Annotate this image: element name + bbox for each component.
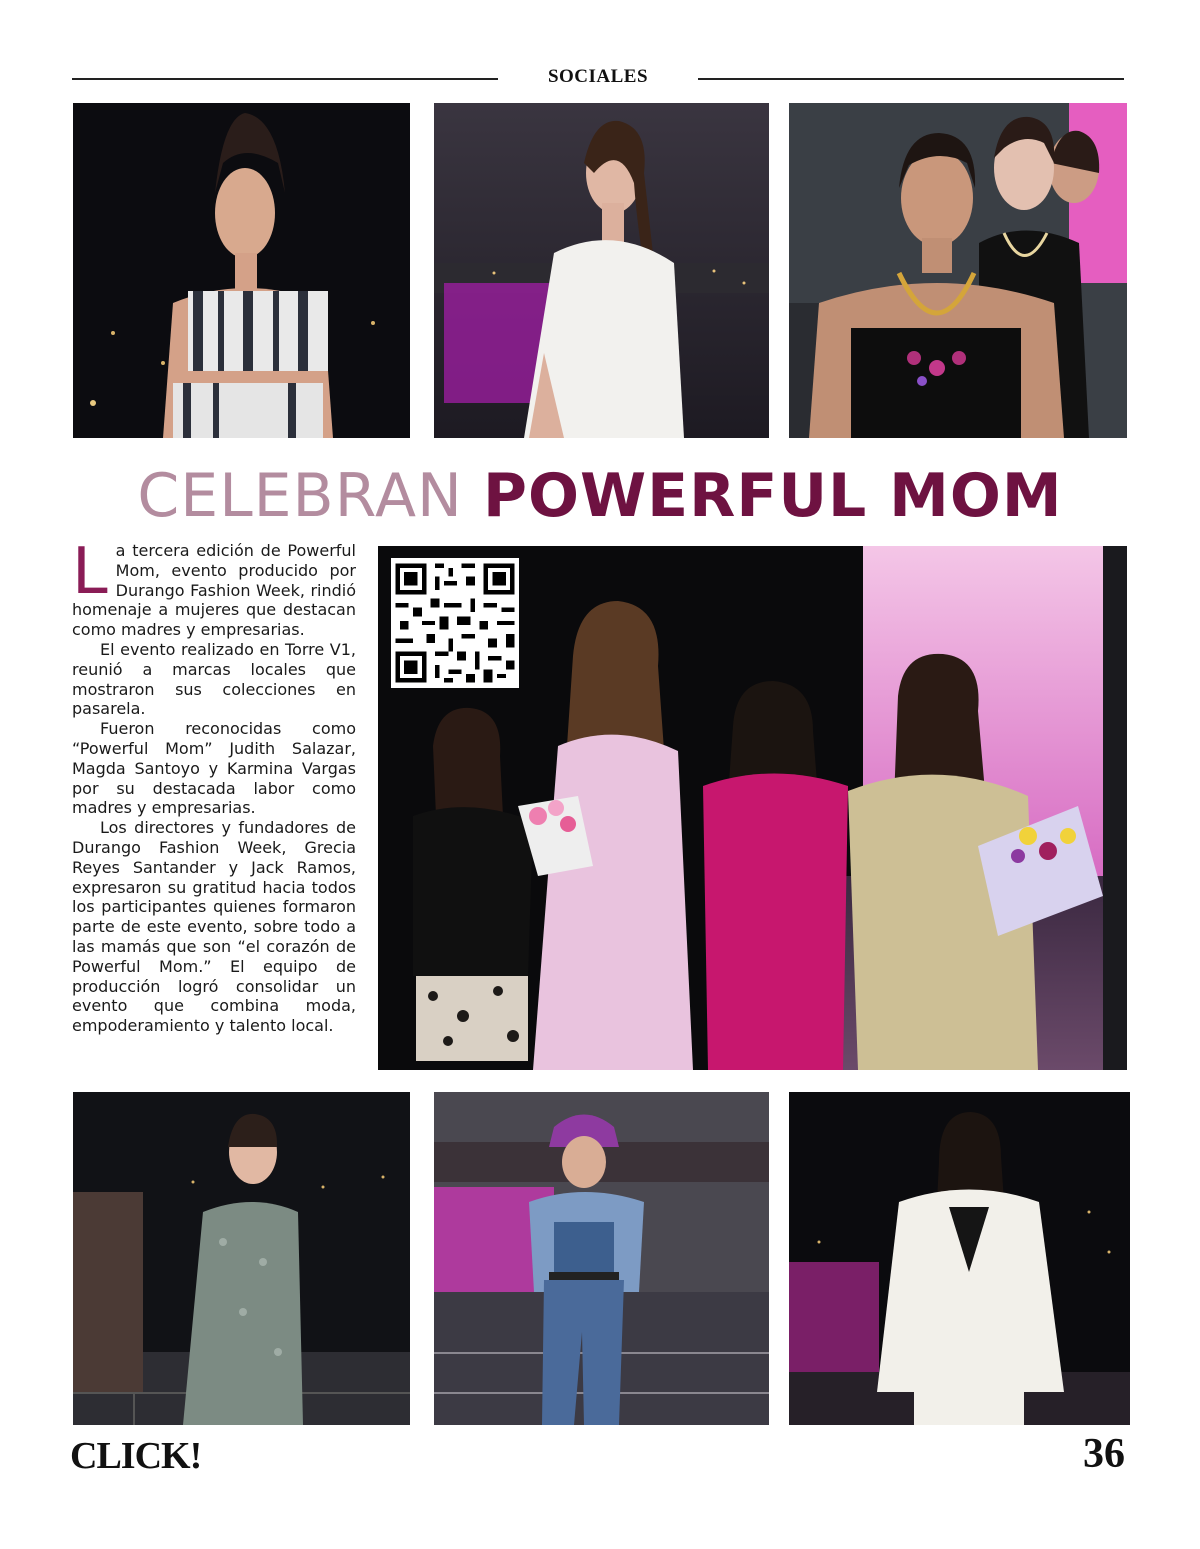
article-paragraph: El evento realizado en Torre V1, reunió a marcas locales que mostraron sus colecciones en pasarela.: [72, 639, 356, 719]
article-paragraph: Fueron reconocidas como “Powerful Mom” Judith Salazar, Magda Santoyo y Karmina Vargas por su destacada labor como madres y empresarias.: [72, 719, 356, 818]
brand-logo: CLICK!: [70, 1435, 202, 1477]
header-rule-left: [72, 78, 498, 80]
article-body: [72, 535, 356, 1036]
headline-bold: POWERFUL MOM: [482, 461, 1063, 531]
drop-cap: L: [72, 535, 108, 609]
photo-models-necklaces: [789, 103, 1127, 438]
qr-code[interactable]: [391, 558, 519, 688]
article-paragraph: La tercera edición de Powerful Mom, evento producido por Durango Fashion Week, rindió homenaje a mujeres que destacan como madres y empresarias.: [72, 535, 356, 640]
header-rule-right: [698, 78, 1124, 80]
page-number: 36: [1083, 1431, 1125, 1477]
photo-model-sequin-dress: [73, 1092, 410, 1425]
photo-model-striped-top: [73, 103, 410, 438]
section-label: SOCIALES: [547, 66, 649, 87]
article-paragraph: Los directores y fundadores de Durango Fashion Week, Grecia Reyes Santander y Jack Ramos, expresaron su gratitud hacia todos los participantes quienes formaron parte de este evento, sobre todo a las mamás que son “el corazón de Powerful Mom.” El equipo de producción logró consolidar un evento que combina moda, empoderamiento y talento local.: [72, 818, 356, 1036]
headline-light: CELEBRAN: [137, 461, 463, 531]
qr-code-icon: [391, 558, 519, 688]
photo-model-denim: [434, 1092, 769, 1425]
photo-model-white-suit: [789, 1092, 1130, 1425]
headline: [0, 460, 1200, 532]
photo-model-white-dress: [434, 103, 769, 438]
